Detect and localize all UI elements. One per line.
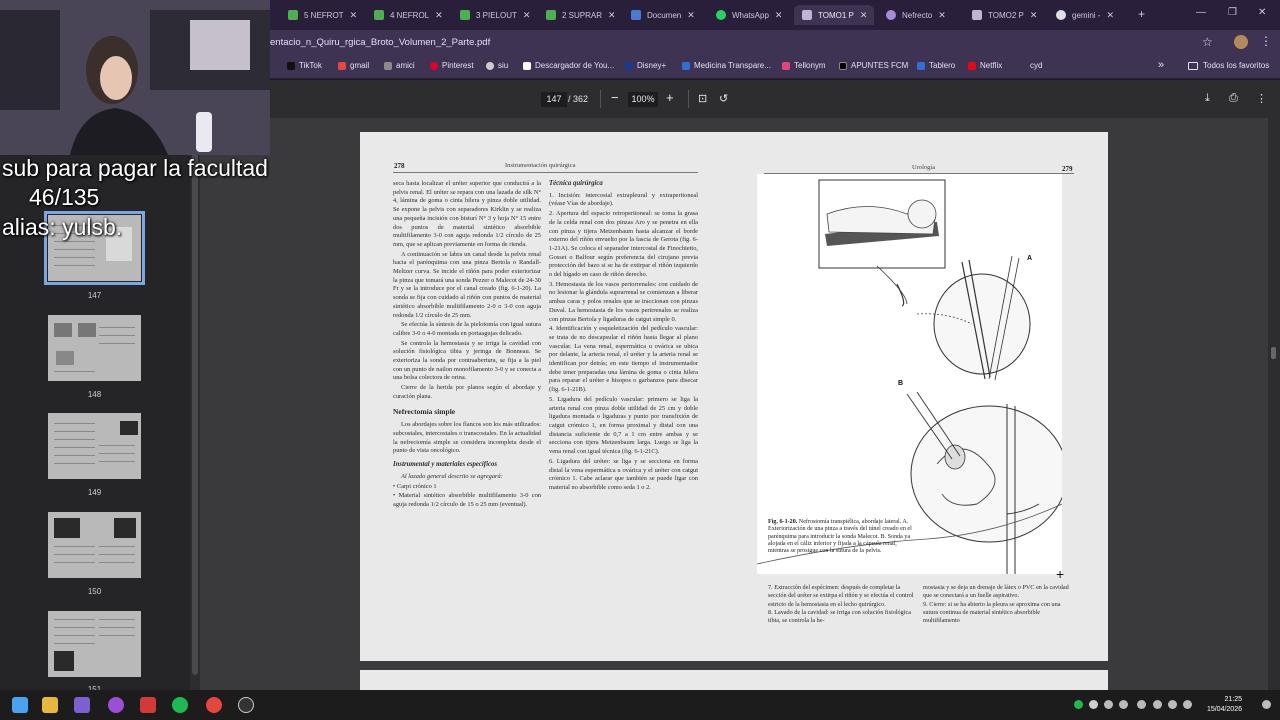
text-column-right	[549, 180, 698, 642]
bookmark-star-icon[interactable]: ☆	[1202, 35, 1213, 49]
tab-label: Documen	[647, 10, 682, 20]
paragraph: Cierre de la herida por planos según el abordaje y curación plana.	[393, 384, 541, 400]
webcam-feed	[0, 0, 270, 155]
pinterest-icon	[430, 62, 438, 70]
zoom-out-button[interactable]: −	[611, 90, 619, 105]
paragraph: Se controla la hemostasia y se irriga la cavidad con solución fisiológica tibia y jeringa de Bonneau. Se exterioriza la sonda por contraabertura, se fija a la piel con un punto de nailon monofilamento 3-0 y se conecta a una bolsa colectora de orina.	[393, 339, 541, 382]
page-thumbnail[interactable]	[48, 512, 141, 578]
browser-tab[interactable]	[631, 5, 709, 25]
zoom-level-input[interactable]: 100%	[628, 92, 658, 107]
tab-favicon-icon	[631, 10, 641, 20]
paragraph: A continuación se labra un canal desde la pelvis renal hacia el parénquima con una pinza Bertola o Randall-Meltzer curva. Se incide el riñón para poder exteriorizar la pinza que tomará una sonda Pezzer o Malecot de 24-30 Fr y se la introduce por el canal creado (fig. 6-1-20). La sonda se fija con cuidado al riñón con puntos de material sintético absorbible multifilamento 2-0 o 3-0 con aguja redonda 1/2 círculo de 25 mm.	[393, 250, 541, 319]
tab-label: Nefrecto	[902, 10, 933, 20]
toolbar-divider	[600, 90, 601, 108]
restore-icon[interactable]: ❐	[1228, 7, 1237, 18]
tab-label: TOMO1 P	[818, 10, 854, 20]
close-icon[interactable]: ✕	[938, 9, 946, 20]
numbered-item: 3. Hemostasia de los vasos periorrenales: con cuidado de no lesionar la glándula suprarrenal se comienzan a liberar ambas caras y polos renales que se traccionan con pinzas Duval. La hemostasia de los vasos perirrenales se realiza con pinzas Bertola y ligaduras de catgut simple 0.	[549, 280, 698, 323]
spotify-icon[interactable]	[172, 697, 188, 713]
figure-illustration	[757, 174, 1062, 574]
tellonym-icon	[782, 62, 790, 70]
tab-favicon-icon	[546, 10, 556, 20]
profile-avatar[interactable]	[1234, 35, 1248, 49]
page-thumbnail[interactable]	[48, 315, 141, 381]
more-options-icon[interactable]: ⋮	[1256, 93, 1267, 105]
numbered-item: mostasia y se deja un drenaje de látex o PVC en la cavidad que se conectará a un fuelle aspirativo.	[923, 584, 1069, 600]
bookmark-item[interactable]	[782, 61, 826, 70]
numbered-item: 2. Apertura del espacio retroperitoneal: se toma la grasa de la celda renal con dos pinzas Aro y se penetra en ella con pinza y tijera Metzenbaum hasta alcanzar el borde externo del riñón envuelto por la fascia de Gerota (fig. 6-1-21A). Se coloca el separador intercostal de Finochietto, Gosset o Balfour según preferencia del cirujano previa protección del bazo si se ha de extirpar el riñón izquierdo o del hígado en caso de riñón derecho.	[549, 210, 698, 279]
download-icon[interactable]: ⤓	[1205, 92, 1210, 104]
tab-label: 2 SUPRAR	[562, 10, 603, 20]
bookmark-item[interactable]	[384, 61, 415, 70]
paragraph: Al lazado general descrito se agregará:	[401, 472, 503, 480]
browser-tab[interactable]	[972, 5, 1050, 25]
tab-label: gemini -	[1072, 10, 1101, 20]
google-icon	[1056, 10, 1066, 20]
close-window-icon[interactable]: ✕	[1258, 7, 1267, 18]
url-field[interactable]: entacio_n_Quiru_rgica_Broto_Volumen_2_Parte.pdf	[270, 37, 491, 48]
numbered-item: 1. Incisión: intercostal extrapleural y extraperitoneal (véase Vías de abordaje).	[549, 191, 698, 208]
left-page-number: 278	[394, 162, 405, 170]
left-running-head: Instrumentación quirúrgica	[505, 162, 576, 169]
numbered-item: 9. Cierre: si se ha abierto la pleura se aproxima con una sutura continua de material sintético absorbible multifilamento	[923, 600, 1061, 625]
toolbar-divider	[688, 90, 689, 108]
close-icon[interactable]: ✕	[1106, 9, 1114, 20]
section-heading: Técnica quirúrgica	[549, 180, 603, 187]
paragraph: Los abordajes sobre los flancos son los más utilizados: subcostales, intercostales o transcostales. En la actualidad la nefrectomía simple se considera incompleta desde el punto de vista oncológico.	[393, 421, 541, 455]
minimize-icon[interactable]: —	[1196, 7, 1206, 18]
board-icon	[917, 62, 925, 70]
bookmark-label: Tellonym	[794, 61, 826, 70]
figure-label-b: B	[898, 380, 904, 387]
stream-message: sub para pagar la facultad	[2, 155, 268, 181]
bookmark-item[interactable]	[682, 61, 771, 70]
page-thumbnail[interactable]	[48, 413, 141, 479]
bookmark-label: Netflix	[980, 61, 1003, 70]
close-icon[interactable]: ✕	[435, 9, 443, 20]
bookmark-item[interactable]	[523, 61, 614, 70]
close-icon[interactable]: ✕	[774, 9, 783, 20]
viewer-scroll-thumb[interactable]	[1271, 347, 1276, 359]
bookmark-item[interactable]	[917, 61, 955, 70]
sidebar-scroll-thumb[interactable]	[192, 130, 198, 675]
bookmark-item[interactable]	[625, 61, 666, 70]
tab-label: 5 NEFROT	[304, 10, 344, 20]
browser-tab-active[interactable]	[794, 5, 874, 25]
whatsapp-icon	[716, 10, 726, 20]
download-icon	[523, 62, 531, 70]
tray-icon[interactable]	[1153, 700, 1162, 709]
bookmark-label: TikTok	[299, 61, 322, 70]
text-column-left	[393, 180, 541, 642]
windows-taskbar	[0, 690, 1280, 720]
section-heading: Nefrectomía simple	[393, 406, 456, 416]
bookmark-label: Disney+	[637, 61, 667, 70]
browser-tab[interactable]	[1056, 5, 1134, 25]
volume-icon[interactable]	[1183, 700, 1192, 709]
browser-menu-icon[interactable]: ⋮	[1260, 34, 1272, 48]
bookmark-item[interactable]	[430, 61, 474, 70]
tab-label: 3 PIELOUT	[476, 10, 517, 20]
browser-tab[interactable]	[460, 5, 538, 25]
bookmark-label: Tablero	[929, 61, 956, 70]
folder-icon	[384, 62, 392, 70]
browser-tab[interactable]	[886, 5, 964, 25]
file-explorer-icon[interactable]	[42, 697, 58, 713]
apuntes-icon	[839, 62, 847, 70]
viewer-scrollbar[interactable]	[1268, 118, 1280, 690]
numbered-item: 6. Ligadura del uréter: se liga y se secciona en forma distal la vena espermática u ovárica y el uréter con catgut crómico 1. Cabe aclarar que también se puede ligar con material no absorbible como seda 1 o 2.	[549, 457, 698, 491]
gemini-star-icon	[886, 10, 896, 20]
close-icon[interactable]: ✕	[859, 9, 868, 20]
rotate-icon[interactable]: ↺	[719, 93, 729, 105]
bookmark-icon	[1018, 62, 1026, 70]
stream-counter: 46/135	[29, 184, 100, 210]
tab-favicon-icon	[374, 10, 384, 20]
tab-label: 4 NEFROL	[390, 10, 430, 20]
page-total: / 362	[568, 94, 589, 104]
figure-label-a: A	[1027, 255, 1033, 262]
all-bookmarks-button[interactable]	[1188, 61, 1269, 70]
more-bookmarks-chevron-icon[interactable]: »	[1158, 59, 1165, 71]
messenger-icon[interactable]	[108, 697, 124, 713]
bookmark-item[interactable]	[287, 61, 322, 70]
tray-icon[interactable]	[1137, 700, 1146, 709]
bookmark-item[interactable]	[968, 61, 1002, 70]
tray-icon[interactable]	[1119, 700, 1128, 709]
obs-icon[interactable]	[238, 697, 254, 713]
network-icon[interactable]	[1168, 700, 1177, 709]
tab-favicon-icon	[972, 10, 982, 20]
all-bookmarks-label: Todos los favoritos	[1203, 61, 1270, 70]
thumbnail-page-number: 148	[87, 390, 102, 399]
gmail-icon	[338, 62, 346, 70]
tiktok-icon	[287, 62, 295, 70]
bookmark-label: siu	[498, 61, 509, 70]
tab-label: WhatsApp	[732, 10, 769, 20]
thumbnail-page-number: 150	[87, 587, 102, 596]
right-running-head: Urología	[912, 164, 936, 171]
caption-text: Nefrostomía transpiélica, abordaje lateral. A. Exteriorización de una pinza a través del túnel creado en el parénquima para introducir la sonda Malecot. B. Sonda ya alojada en el cáliz inferior y fijada a la cápsula renal, mientras se prosigue con la sutura de la pelvis.	[768, 519, 912, 555]
bookmark-label: Medicina Transpare...	[694, 61, 771, 70]
close-icon[interactable]: ✕	[608, 9, 616, 20]
bookmark-item[interactable]	[486, 61, 508, 70]
bullet-item: • Material sintético absorbible multifilamento 3-0 con aguja redonda 1/2 círculo de 15 o 25 mm (eventual).	[393, 492, 541, 508]
bullet-item: • Carpi crónico 1	[393, 482, 437, 490]
print-icon[interactable]: ⎙	[1229, 92, 1238, 104]
paragraph: seca hasta localizar el uréter superior que conducirá a la pelvis renal. El uréter se repara con una lazada de silk N° 4, lámina de goma o cinta hilera y pinza doble utilidad. Se expone la pelvis con separadores Kirklin y se realiza una pequeña incisión con bisturí N° 3 y hoja N° 15 entre dos puntos de material sintético absorbible multifilamento 3-0 con aguja redonda 1/2 círculo de 25 mm, que se aplican previamente en forma de rienda.	[393, 180, 541, 248]
figure-caption	[768, 519, 916, 555]
page-number-input[interactable]: 147	[541, 92, 567, 107]
surgical-illustration	[757, 174, 1062, 574]
close-icon[interactable]: ✕	[349, 9, 358, 20]
spotify-tray-icon[interactable]	[1074, 700, 1083, 709]
bookmark-item[interactable]	[338, 61, 369, 70]
browser-tab[interactable]	[716, 5, 796, 25]
tab-favicon-icon	[460, 10, 470, 20]
subsection-heading: Instrumental y materiales específicos	[393, 461, 498, 469]
app-icon[interactable]	[140, 697, 156, 713]
pdf-next-page	[360, 670, 1108, 690]
tab-label: TOMO2 P	[988, 10, 1024, 20]
folder-icon	[1188, 62, 1198, 70]
bookmark-label: cyd	[1030, 61, 1043, 70]
bookmark-item[interactable]	[1018, 61, 1042, 70]
bookmark-item[interactable]	[839, 61, 908, 70]
whatsapp-tray-icon[interactable]	[1089, 700, 1098, 709]
clock-time: 21:25	[1224, 696, 1242, 703]
page-thumbnail[interactable]	[48, 611, 141, 677]
text-column-below-figure-right	[923, 584, 1071, 625]
thumbnail-page-number: 149	[87, 488, 102, 497]
netflix-icon	[968, 62, 976, 70]
browser-tab[interactable]	[374, 5, 452, 25]
windows-start-icon[interactable]	[12, 697, 28, 713]
tab-favicon-icon	[288, 10, 298, 20]
header-rule	[393, 172, 698, 173]
bookmark-label: APUNTES FCM	[851, 61, 909, 70]
close-icon[interactable]: ✕	[522, 9, 531, 20]
right-page-number: 279	[1062, 165, 1073, 173]
browser-tab[interactable]	[288, 5, 366, 25]
globe-icon	[486, 62, 494, 70]
numbered-item: 5. Ligadura del pedículo vascular: primero se liga la arteria renal con pinza doble utilidad de 25 cm y doble ligadura montada o ligaduras y punto por transfixión de catgut crómico 1, en forma proximal y distal con una distancia suficiente de 0,7 a 1 cm entre ambas y se secciona con tijera Metzenbaum larga. Luego se liga la vena renal con igual técnica (fig. 6-1-21C).	[549, 395, 698, 456]
crosshair-cursor-icon: +	[1056, 566, 1065, 582]
tab-favicon-icon	[802, 10, 812, 20]
bookmark-label: gmail	[350, 61, 370, 70]
numbered-item: 7. Extracción del espécimen: después de completar la sección del uréter se extirpa el riñón y se efectúa el control estricto de la hemostasia en el lecho quirúrgico.	[768, 584, 914, 608]
browser-tab[interactable]	[546, 5, 624, 25]
chrome-icon[interactable]	[206, 697, 222, 713]
taskbar-clock[interactable]	[1198, 695, 1242, 715]
thumbnail-page-number: 147	[87, 291, 102, 300]
store-icon[interactable]	[74, 697, 90, 713]
caption-title: Fig. 6-1-20.	[768, 519, 798, 525]
bookmark-label: amici	[396, 61, 415, 70]
zoom-in-button[interactable]: +	[666, 90, 674, 105]
disney-icon	[625, 62, 633, 70]
bookmark-label: Descargador de You...	[535, 61, 615, 70]
numbered-item: 4. Identificación y esqueletización del pedículo vascular: se trata de no descapsular el riñón hasta llegar al plano vascular. La vena renal, espermática u ovárica se ubica por delante, la arteria renal, el uréter y la arteria renal se identifican por detrás; en este tiempo el instrumentador debe tener preparadas una lámina de goma o cinta hilera para reparar el uréter e hisopos o garbanzos para disecar (fig. 6-1-21B).	[549, 325, 698, 394]
notification-icon[interactable]	[1262, 700, 1271, 709]
close-icon[interactable]: ✕	[1029, 9, 1038, 20]
webcam-overlay	[0, 0, 270, 155]
numbered-item: 8. Lavado de la cavidad: se irriga con solución fisiológica tibia, se controla la he-	[768, 608, 911, 625]
tray-icon[interactable]	[1104, 700, 1113, 709]
stream-alias: alias: yulsb.	[2, 214, 123, 240]
fit-page-icon[interactable]: ⊡	[698, 93, 708, 105]
clock-date: 15/04/2026	[1206, 706, 1242, 713]
bookmark-label: Pinterest	[442, 61, 474, 70]
new-tab-button[interactable]: +	[1138, 7, 1146, 21]
medical-icon	[682, 62, 690, 70]
text-column-below-figure-left	[768, 584, 916, 625]
close-icon[interactable]: ✕	[687, 9, 695, 20]
paragraph: Se efectúa la síntesis de la pielotomía con igual sutura calibre 3-0 o 4-0 montada en portaagujas delicado.	[393, 321, 541, 337]
